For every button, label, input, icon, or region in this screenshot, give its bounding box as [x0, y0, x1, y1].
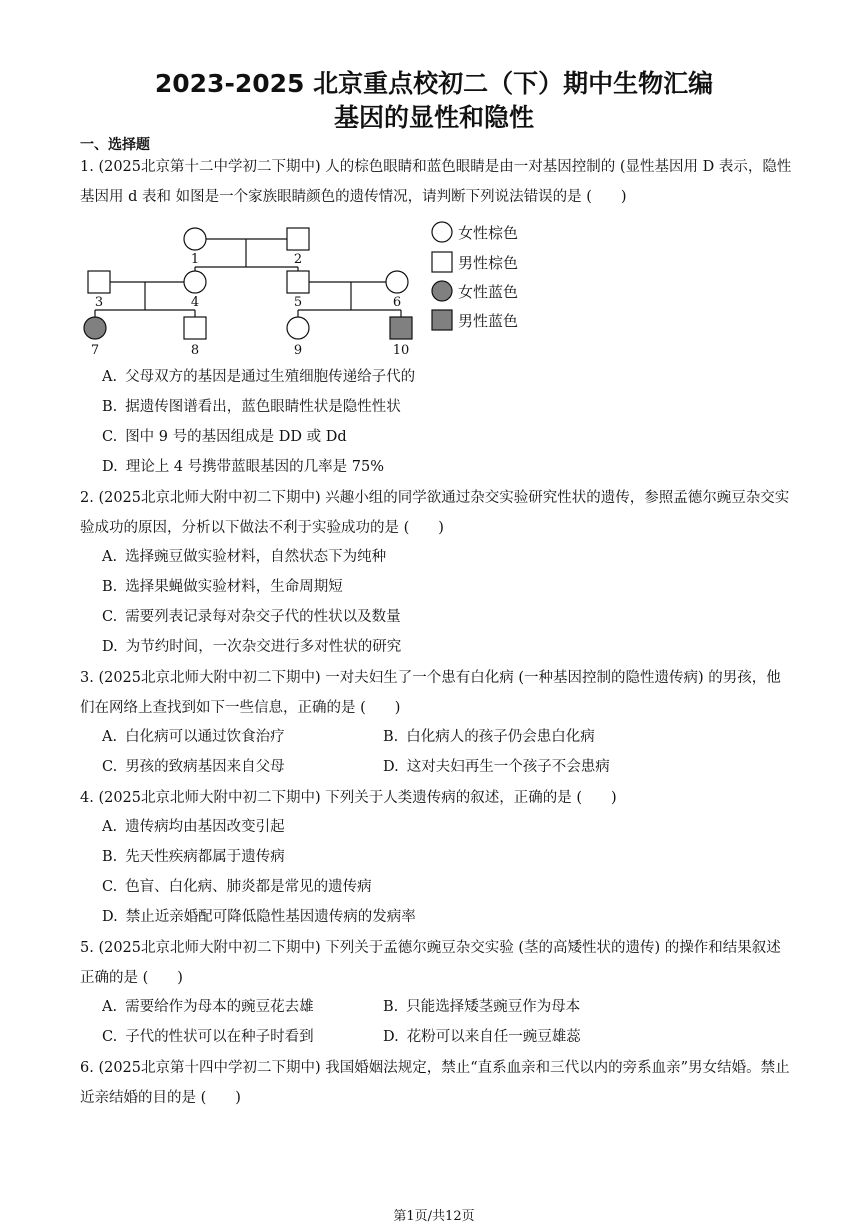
member-label-10: 10	[392, 343, 410, 358]
legend-male-brown: 男性棕色	[458, 254, 519, 272]
option-3d: D. 这对夫妇再生一个孩子不会患病	[383, 759, 610, 775]
option-1c: C. 图中 9 号的基因组成是 DD 或 Dd	[102, 429, 347, 445]
page-footer: 第1页/共12页	[393, 1209, 475, 1224]
question-5: 5. (2025北京北师大附中初二下期中) 下列关于孟德尔豌豆杂交实验 (茎的高矮性状的遗传) 的操作和结果叙述正确的是 ( )	[80, 940, 781, 986]
option-2c: C. 需要列表记录每对杂交子代的性状以及数量	[102, 609, 401, 625]
legend-female-brown-icon	[432, 222, 452, 242]
pedigree-member-1	[184, 228, 206, 250]
member-label-9: 9	[293, 343, 303, 358]
option-4c: C. 色盲、白化病、肺炎都是常见的遗传病	[102, 879, 372, 895]
option-4a: A. 遗传病均由基因改变引起	[102, 819, 285, 835]
option-3b: B. 白化病人的孩子仍会患白化病	[383, 729, 595, 745]
option-5c: C. 子代的性状可以在种子时看到	[102, 1029, 314, 1045]
pedigree-member-6	[386, 271, 408, 293]
option-5b: B. 只能选择矮茎豌豆作为母本	[383, 999, 581, 1015]
question-4: 4. (2025北京北师大附中初二下期中) 下列关于人类遗传病的叙述，正确的是 ( )	[80, 790, 617, 806]
member-label-2: 2	[293, 252, 303, 267]
option-4d: D. 禁止近亲婚配可降低隐性基因遗传病的发病率	[102, 909, 416, 925]
page-title: 2023-2025 北京重点校初二（下）期中生物汇编	[154, 69, 714, 98]
section-heading: 一、选择题	[80, 137, 150, 153]
question-6: 6. (2025北京第十四中学初二下期中) 我国婚姻法规定，禁止“直系血亲和三代以内的旁系血亲”男女结婚。禁止近亲结婚的目的是 ( )	[80, 1060, 790, 1106]
legend-female-brown: 女性棕色	[458, 224, 519, 242]
option-3a: A. 白化病可以通过饮食治疗	[102, 729, 285, 745]
page-subtitle: 基因的显性和隐性	[333, 103, 534, 132]
member-label-5: 5	[293, 295, 303, 310]
pedigree-member-8	[184, 317, 206, 339]
member-label-6: 6	[392, 295, 402, 310]
pedigree-member-9	[287, 317, 309, 339]
option-1d: D. 理论上 4 号携带蓝眼基因的几率是 75%	[102, 459, 384, 475]
pedigree-member-4	[184, 271, 206, 293]
pedigree-member-7	[84, 317, 106, 339]
pedigree-member-5	[287, 271, 309, 293]
option-3c: C. 男孩的致病基因来自父母	[102, 759, 285, 775]
member-label-1: 1	[190, 252, 200, 267]
member-label-3: 3	[94, 295, 104, 310]
option-1b: B. 据遗传图谱看出，蓝色眼睛性状是隐性性状	[102, 399, 401, 415]
legend-female-blue-icon	[432, 281, 452, 301]
legend-male-brown-icon	[432, 252, 452, 272]
pedigree-member-2	[287, 228, 309, 250]
member-label-7: 7	[90, 343, 100, 358]
option-2d: D. 为节约时间，一次杂交进行多对性状的研究	[102, 639, 402, 655]
option-5d: D. 花粉可以来自任一豌豆雄蕊	[383, 1029, 581, 1045]
question-1: 1. (2025北京第十二中学初二下期中) 人的棕色眼睛和蓝色眼睛是由一对基因控制的 (显性基因用 D 表示，隐性基因用 d 表和 如图是一个家族眼睛颜色的遗传情况，请判断下列说法错误的是 ( )	[80, 159, 792, 205]
legend-male-blue-icon	[432, 310, 452, 330]
member-label-4: 4	[190, 295, 200, 310]
question-2: 2. (2025北京北师大附中初二下期中) 兴趣小组的同学欲通过杂交实验研究性状的遗传，参照孟德尔豌豆杂交实验成功的原因，分析以下做法不利于实验成功的是 ( )	[80, 490, 790, 536]
option-2a: A. 选择豌豆做实验材料，自然状态下为纯种	[102, 549, 387, 565]
member-label-8: 8	[190, 343, 200, 358]
pedigree-chart	[70, 218, 540, 363]
option-5a: A. 需要给作为母本的豌豆花去雄	[102, 999, 314, 1015]
option-4b: B. 先天性疾病都属于遗传病	[102, 849, 285, 865]
pedigree-member-10	[390, 317, 412, 339]
legend-female-blue: 女性蓝色	[458, 283, 519, 301]
option-1a: A. 父母双方的基因是通过生殖细胞传递给子代的	[102, 369, 416, 385]
option-2b: B. 选择果蝇做实验材料，生命周期短	[102, 579, 343, 595]
question-3: 3. (2025北京北师大附中初二下期中) 一对夫妇生了一个患有白化病 (一种基因控制的隐性遗传病) 的男孩，他们在网络上查找到如下一些信息，正确的是 ( )	[80, 670, 781, 716]
legend-male-blue: 男性蓝色	[458, 312, 519, 330]
pedigree-member-3	[88, 271, 110, 293]
